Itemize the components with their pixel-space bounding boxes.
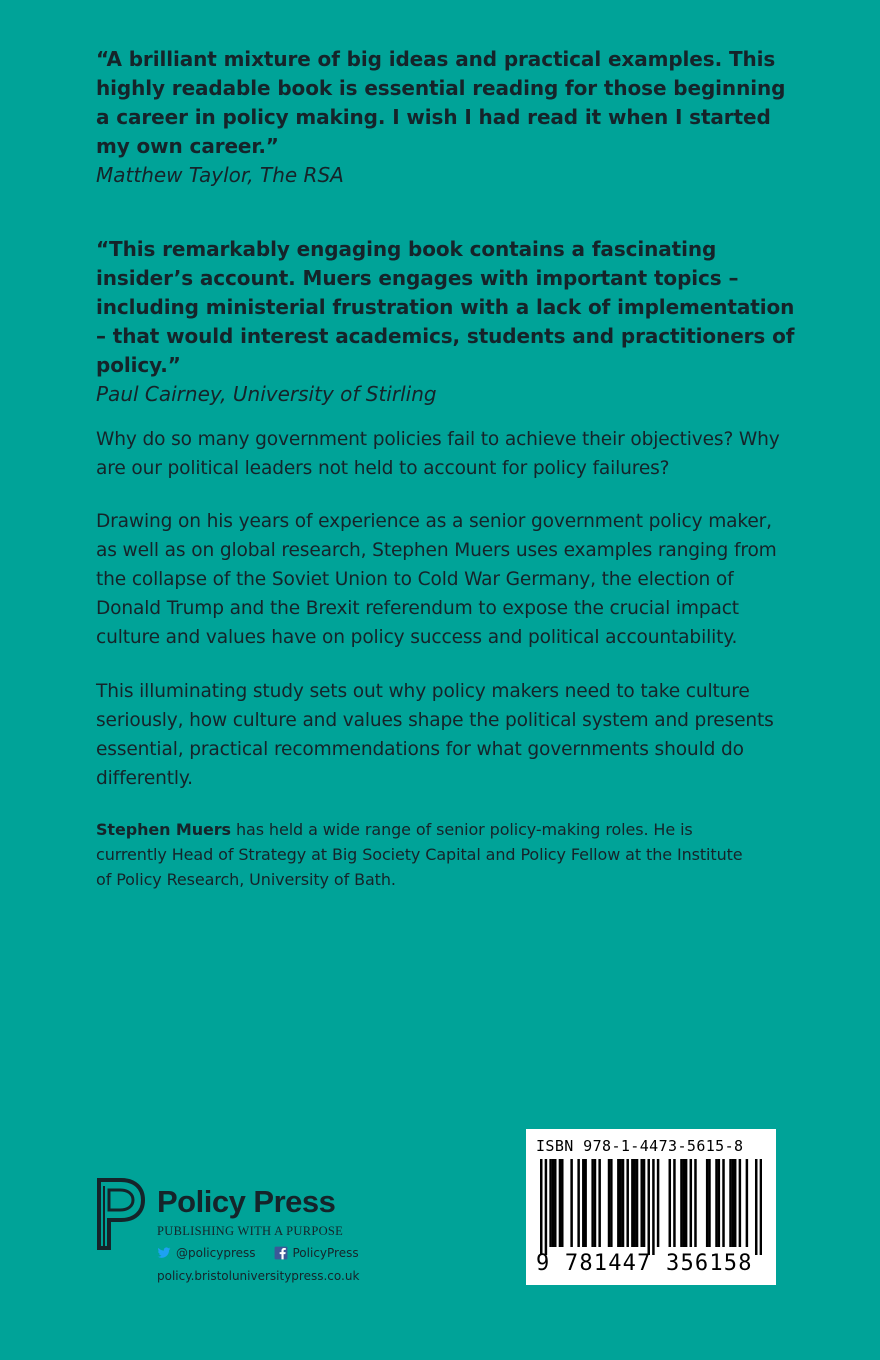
description-paragraph-1: Why do so many government policies fail to achieve their objectives? Why are our political leaders not held to account for policy failures?	[96, 429, 780, 479]
publisher-tagline: PUBLISHING WITH A PURPOSE	[157, 1224, 344, 1238]
barcode-bar	[760, 1159, 762, 1255]
barcode-bar	[554, 1159, 556, 1247]
isbn-label: ISBN 978-1-4473-5615-8	[536, 1137, 744, 1155]
barcode-bar	[559, 1159, 561, 1247]
barcode-bar	[577, 1159, 579, 1247]
endorsement-quote-1	[96, 45, 796, 190]
barcode-bar	[570, 1159, 572, 1247]
publisher-url: policy.bristoluniversitypress.co.uk	[157, 1269, 360, 1283]
policy-press-logo-icon	[95, 1178, 145, 1250]
barcode-bar	[582, 1159, 584, 1247]
author-bio-text: has held a wide range of senior policy-making roles. He is currently Head of Strategy at Big Society Capital and Policy Fellow at the Institute of Policy Research, University of Bath.	[96, 820, 743, 889]
barcode-bar	[631, 1159, 633, 1247]
barcode-bar	[549, 1159, 551, 1247]
publisher-name: Policy Press	[157, 1184, 336, 1219]
barcode-bar	[732, 1159, 734, 1247]
barcode-bar	[626, 1159, 628, 1247]
author-bio	[96, 817, 756, 892]
quote-author: Paul Cairney, University of Stirling	[96, 382, 437, 406]
twitter-icon	[157, 1246, 171, 1260]
barcode-bar	[594, 1159, 596, 1247]
barcode-bar	[683, 1159, 685, 1247]
barcode-bar	[673, 1159, 675, 1247]
publisher-logo	[95, 1178, 395, 1288]
quote-text: “A brilliant mixture of big ideas and practical examples. This highly readable book is essential reading for those beginning a career in policy making. I wish I had read it when I started my own career.”	[96, 47, 786, 158]
description-paragraph-3: This illuminating study sets out why policy makers need to take culture seriously, how culture and values shape the political system and presents essential, practical recommendations for what governments should do differently.	[96, 681, 774, 789]
facebook-icon	[274, 1246, 288, 1260]
barcode-bar	[540, 1159, 542, 1255]
barcode-bar	[722, 1159, 724, 1247]
barcode-bar	[652, 1159, 654, 1255]
barcode-bar	[619, 1159, 621, 1247]
barcode-bar	[694, 1159, 696, 1247]
barcode-bar	[608, 1159, 610, 1247]
barcode-bar	[739, 1159, 741, 1247]
barcode-bar	[584, 1159, 586, 1247]
barcode-bar	[633, 1159, 635, 1247]
barcode-digits: 9 781447 356158	[536, 1251, 753, 1276]
barcode-bar	[561, 1159, 563, 1247]
barcode-bar	[715, 1159, 717, 1247]
barcode-bar	[552, 1159, 554, 1247]
barcode-bar	[617, 1159, 619, 1247]
barcode-bar	[545, 1159, 547, 1255]
barcode-bar	[729, 1159, 731, 1247]
barcode-bar	[610, 1159, 612, 1247]
social-links	[157, 1245, 359, 1261]
barcode-bar	[680, 1159, 682, 1247]
twitter-handle: @policypress	[176, 1246, 256, 1260]
endorsement-quote-2	[96, 235, 796, 409]
quote-author: Matthew Taylor, The RSA	[96, 163, 344, 187]
isbn-barcode	[526, 1129, 776, 1285]
barcode-bar	[647, 1159, 649, 1255]
barcode-bar	[598, 1159, 600, 1247]
barcode-bar	[622, 1159, 624, 1247]
description-paragraph-2: Drawing on his years of experience as a senior government policy maker, as well as on global research, Stephen Muers uses examples ranging from the collapse of the Soviet Union to Cold War Germany, the election of Donald Trump and the Brexit referendum to expose the crucial impact culture and values have on policy success and political accountability.	[96, 511, 777, 648]
barcode-bar	[690, 1159, 692, 1247]
barcode-bar	[734, 1159, 736, 1247]
barcode-bar	[640, 1159, 642, 1247]
barcode-bar	[755, 1159, 757, 1255]
author-name: Stephen Muers	[96, 820, 231, 839]
barcode-bar	[706, 1159, 708, 1247]
barcode-bar	[708, 1159, 710, 1247]
barcode-bar	[685, 1159, 687, 1247]
barcode-bar	[636, 1159, 638, 1247]
barcode-bar	[591, 1159, 593, 1247]
barcode-bars	[540, 1159, 762, 1255]
barcode-bar	[643, 1159, 645, 1247]
barcode-bar	[746, 1159, 748, 1247]
barcode-bar	[669, 1159, 671, 1247]
quote-text: “This remarkably engaging book contains a fascinating insider’s account. Muers engages with important topics – including ministerial frustration with a lack of implementation – that would interest academics, students and practitioners of policy.”	[96, 237, 795, 377]
facebook-handle: PolicyPress	[292, 1246, 359, 1260]
barcode-bar	[657, 1159, 659, 1247]
barcode-bar	[718, 1159, 720, 1247]
